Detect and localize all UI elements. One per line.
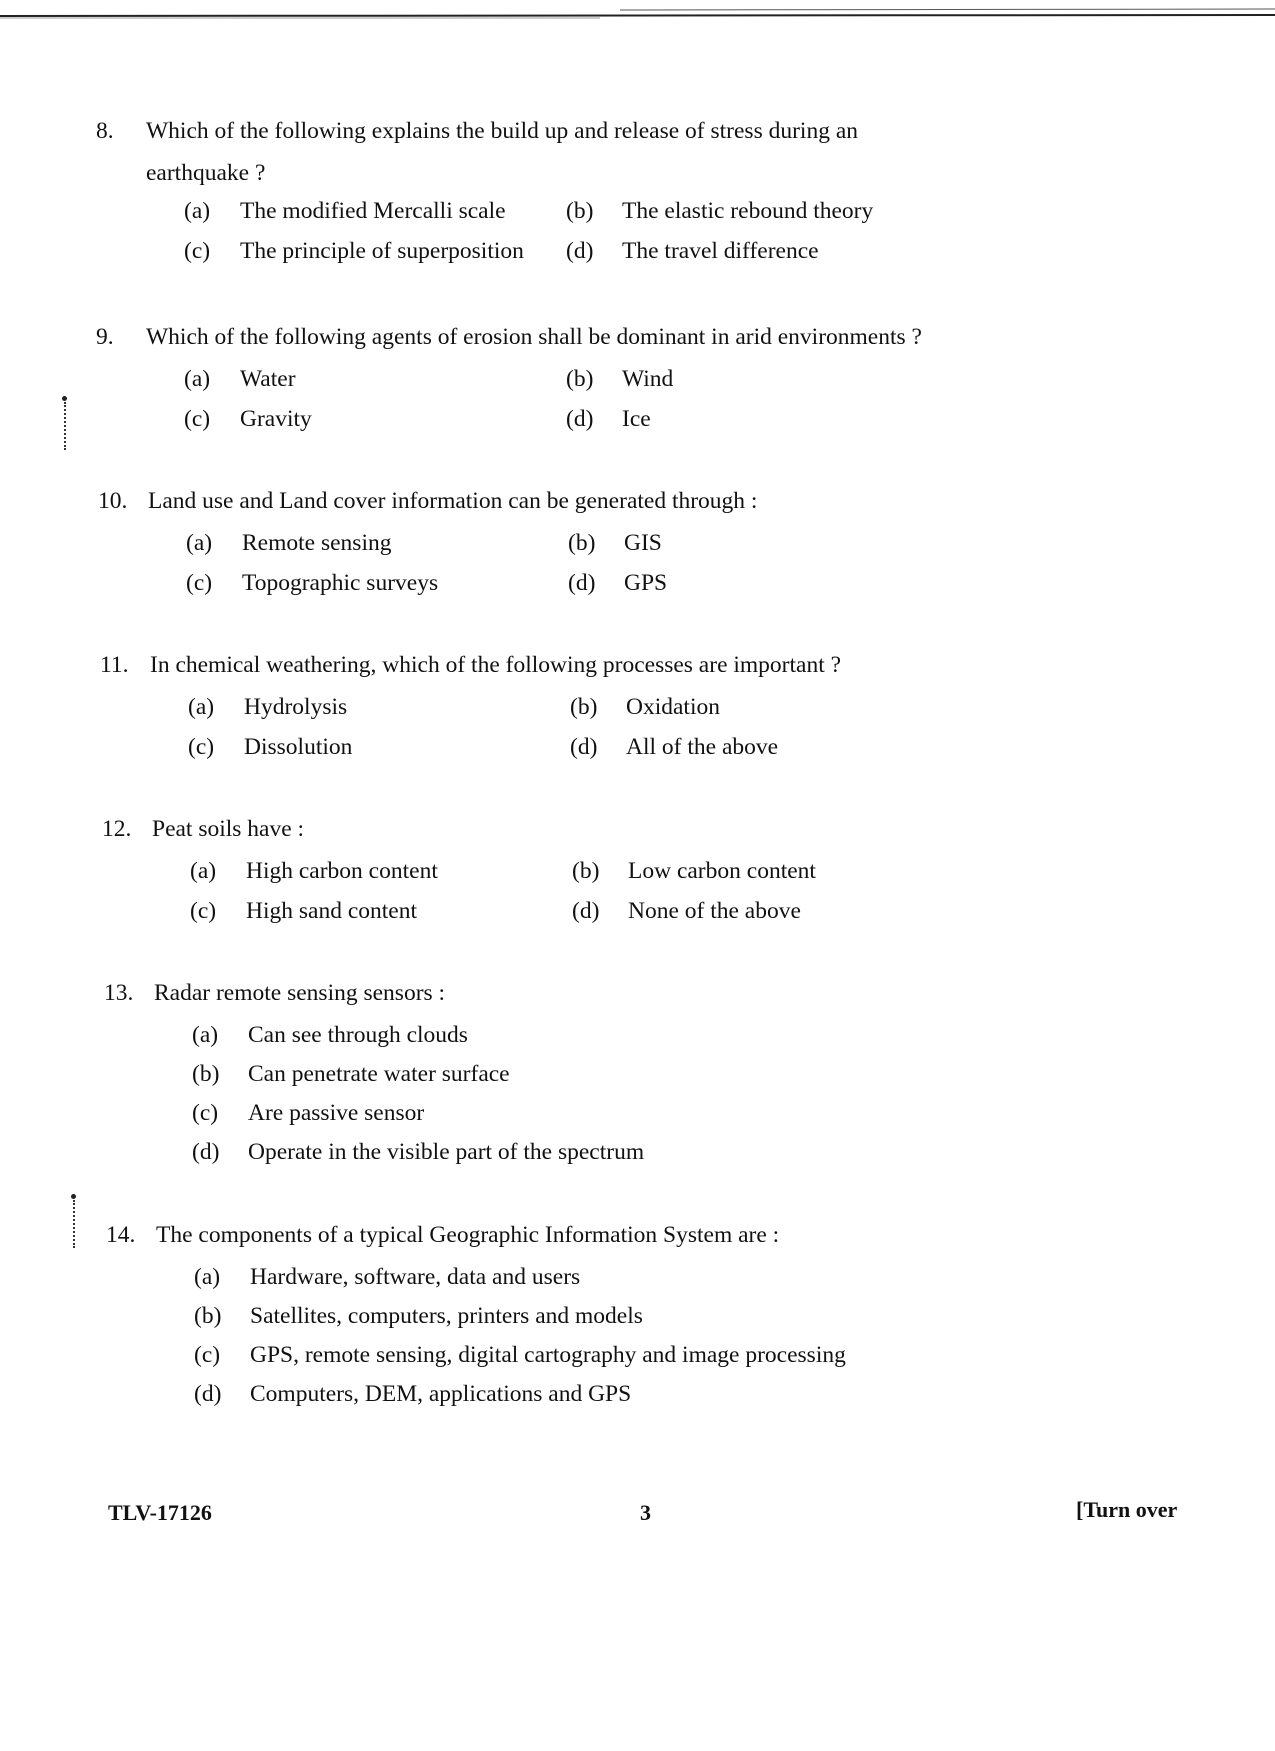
option-a: (a) Hydrolysis	[188, 694, 348, 720]
question-11	[100, 654, 1200, 776]
option-b: (b) Can penetrate water surface	[192, 1061, 510, 1087]
option-c: (c) Dissolution	[188, 734, 353, 760]
option-c: (c) Topographic surveys	[186, 570, 439, 596]
margin-binding-mark	[73, 1200, 77, 1248]
question-text-continued: earthquake ?	[146, 160, 266, 186]
question-text: The components of a typical Geographic Information System are :	[156, 1222, 780, 1248]
option-a: (a) The modified Mercalli scale	[184, 198, 506, 224]
question-13	[104, 982, 1204, 1180]
question-8	[96, 120, 1196, 280]
option-c: (c) High sand content	[190, 898, 417, 924]
option-a: (a) Hardware, software, data and users	[194, 1264, 581, 1290]
option-d: (d) Computers, DEM, applications and GPS	[194, 1381, 632, 1407]
footer-exam-code: TLV-17126	[108, 1500, 212, 1525]
question-text: Which of the following explains the build up and release of stress during an	[146, 118, 858, 144]
question-text: Land use and Land cover information can be generated through :	[148, 488, 758, 514]
footer-turn-over: [Turn over	[1076, 1497, 1178, 1522]
option-d: (d) Operate in the visible part of the spectrum	[192, 1139, 645, 1165]
question-text: Radar remote sensing sensors :	[154, 980, 446, 1006]
question-text: Peat soils have :	[152, 816, 305, 842]
question-14	[106, 1224, 1206, 1422]
option-c: (c) Are passive sensor	[192, 1100, 425, 1126]
option-d: (d) All of the above	[570, 734, 779, 760]
option-c: (c) Gravity	[184, 406, 312, 432]
option-b: (b) Oxidation	[570, 694, 720, 720]
option-c: (c) GPS, remote sensing, digital cartography and image processing	[194, 1342, 846, 1368]
option-a: (a) Remote sensing	[186, 530, 392, 556]
question-number: 12.	[102, 816, 132, 842]
option-b: (b) GIS	[568, 530, 662, 556]
option-d: (d) GPS	[568, 570, 668, 596]
option-b: (b) Wind	[566, 366, 674, 392]
question-12	[102, 818, 1202, 940]
question-number: 11.	[100, 652, 129, 678]
margin-binding-mark	[64, 402, 68, 450]
top-rule-divider	[0, 6, 1275, 20]
option-d: (d) Ice	[566, 406, 651, 432]
footer-page-number: 3	[640, 1500, 651, 1525]
option-a: (a) Can see through clouds	[192, 1022, 468, 1048]
option-b: (b) The elastic rebound theory	[566, 198, 874, 224]
option-c: (c) The principle of superposition	[184, 238, 524, 264]
question-number: 10.	[98, 488, 128, 514]
option-a: (a) Water	[184, 366, 296, 392]
question-text: In chemical weathering, which of the following processes are important ?	[150, 652, 842, 678]
question-number: 13.	[104, 980, 134, 1006]
question-9	[96, 326, 1196, 448]
option-d: (d) None of the above	[572, 898, 801, 924]
question-number: 9.	[96, 324, 114, 350]
option-a: (a) High carbon content	[190, 858, 438, 884]
question-number: 8.	[96, 118, 114, 144]
option-b: (b) Satellites, computers, printers and models	[194, 1303, 643, 1329]
option-b: (b) Low carbon content	[572, 858, 816, 884]
question-text: Which of the following agents of erosion shall be dominant in arid environments ?	[146, 324, 922, 350]
question-10	[98, 490, 1198, 612]
option-d: (d) The travel difference	[566, 238, 819, 264]
question-number: 14.	[106, 1222, 136, 1248]
